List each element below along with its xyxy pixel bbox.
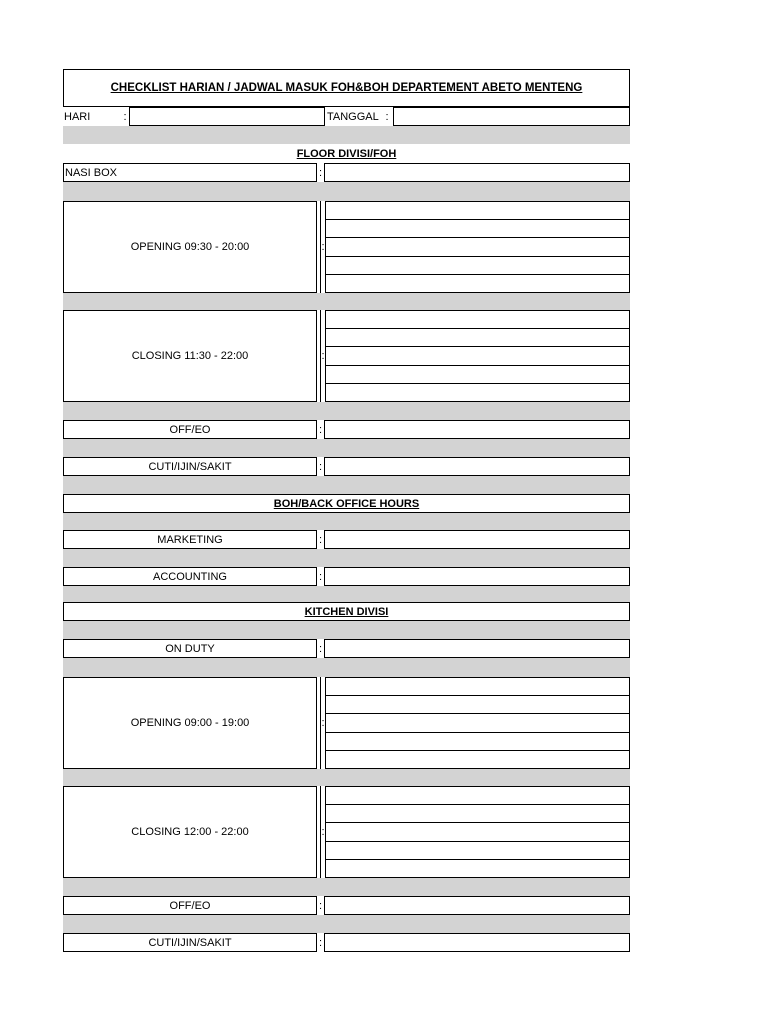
name-field[interactable] (325, 786, 630, 805)
spacer (63, 878, 630, 896)
colon: : (320, 201, 325, 293)
foh-closing-fields (325, 310, 630, 402)
row-accounting (63, 567, 630, 586)
kitchen-closing-fields (325, 786, 630, 878)
row-kitchen-closing (63, 786, 630, 878)
foh-closing-label: CLOSING 11:30 - 22:00 (63, 310, 317, 402)
row-kitchen-cuti (63, 933, 630, 952)
name-field[interactable] (325, 201, 630, 220)
name-field[interactable] (325, 860, 630, 878)
spacer (63, 586, 630, 602)
sheet-title: CHECKLIST HARIAN / JADWAL MASUK FOH&BOH DEPARTEMENT ABETO MENTENG (63, 69, 630, 107)
name-field[interactable] (325, 257, 630, 275)
colon: : (318, 166, 323, 179)
name-field[interactable] (325, 733, 630, 751)
name-field[interactable] (325, 347, 630, 365)
hari-label: HARI (64, 110, 91, 123)
accounting-label: ACCOUNTING (63, 567, 317, 586)
section-floor-divisi: FLOOR DIVISI/FOH (296, 147, 397, 160)
spacer (63, 513, 630, 530)
spacer (63, 293, 630, 310)
kitchen-closing-label: CLOSING 12:00 - 22:00 (63, 786, 317, 878)
name-field[interactable] (325, 366, 630, 384)
row-marketing (63, 530, 630, 549)
spacer (63, 182, 630, 201)
checklist-sheet (63, 69, 630, 952)
row-kitchen-opening (63, 677, 630, 769)
colon: : (320, 786, 325, 878)
spacer (63, 658, 630, 677)
name-field[interactable] (325, 310, 630, 329)
on-duty-field[interactable] (324, 639, 630, 658)
nasi-box-label: NASI BOX (63, 163, 317, 182)
tanggal-field[interactable] (393, 107, 630, 126)
hari-field[interactable] (129, 107, 325, 126)
spacer (63, 126, 630, 144)
colon: : (318, 642, 323, 655)
name-field[interactable] (325, 238, 630, 256)
spacer (63, 476, 630, 494)
foh-opening-label: OPENING 09:30 - 20:00 (63, 201, 317, 293)
name-field[interactable] (325, 805, 630, 823)
name-field[interactable] (325, 842, 630, 860)
kitchen-opening-label: OPENING 09:00 - 19:00 (63, 677, 317, 769)
kitchen-cuti-label: CUTI/IJIN/SAKIT (63, 933, 317, 952)
foh-off-label: OFF/EO (63, 420, 317, 439)
row-on-duty (63, 639, 630, 658)
hari-colon: : (123, 110, 127, 123)
date-header-row (63, 107, 630, 126)
marketing-label: MARKETING (63, 530, 317, 549)
spacer (63, 439, 630, 457)
colon: : (318, 533, 323, 546)
colon: : (318, 570, 323, 583)
name-field[interactable] (325, 275, 630, 293)
tanggal-colon: : (385, 110, 389, 123)
tanggal-label: TANGGAL (327, 110, 379, 123)
name-field[interactable] (325, 329, 630, 347)
kitchen-cuti-field[interactable] (324, 933, 630, 952)
spacer (63, 769, 630, 786)
name-field[interactable] (325, 696, 630, 714)
name-field[interactable] (325, 220, 630, 238)
spacer (63, 621, 630, 639)
name-field[interactable] (325, 823, 630, 841)
spacer (63, 402, 630, 420)
row-nasi-box (63, 163, 630, 182)
colon: : (318, 460, 323, 473)
colon: : (320, 677, 325, 769)
kitchen-off-label: OFF/EO (63, 896, 317, 915)
accounting-field[interactable] (324, 567, 630, 586)
foh-off-field[interactable] (324, 420, 630, 439)
kitchen-off-field[interactable] (324, 896, 630, 915)
spacer (63, 915, 630, 933)
name-field[interactable] (325, 751, 630, 769)
colon: : (320, 310, 325, 402)
spacer (63, 549, 630, 567)
kitchen-opening-fields (325, 677, 630, 769)
foh-opening-fields (325, 201, 630, 293)
on-duty-label: ON DUTY (63, 639, 317, 658)
foh-cuti-label: CUTI/IJIN/SAKIT (63, 457, 317, 476)
section-kitchen: KITCHEN DIVISI (63, 602, 630, 621)
section-boh: BOH/BACK OFFICE HOURS (63, 494, 630, 513)
name-field[interactable] (325, 677, 630, 696)
name-field[interactable] (325, 714, 630, 732)
nasi-box-field[interactable] (324, 163, 630, 182)
name-field[interactable] (325, 384, 630, 402)
row-foh-cuti (63, 457, 630, 476)
foh-cuti-field[interactable] (324, 457, 630, 476)
row-foh-off (63, 420, 630, 439)
row-kitchen-off (63, 896, 630, 915)
colon: : (318, 899, 323, 912)
row-foh-opening (63, 201, 630, 293)
marketing-field[interactable] (324, 530, 630, 549)
colon: : (318, 423, 323, 436)
colon: : (318, 936, 323, 949)
row-foh-closing (63, 310, 630, 402)
